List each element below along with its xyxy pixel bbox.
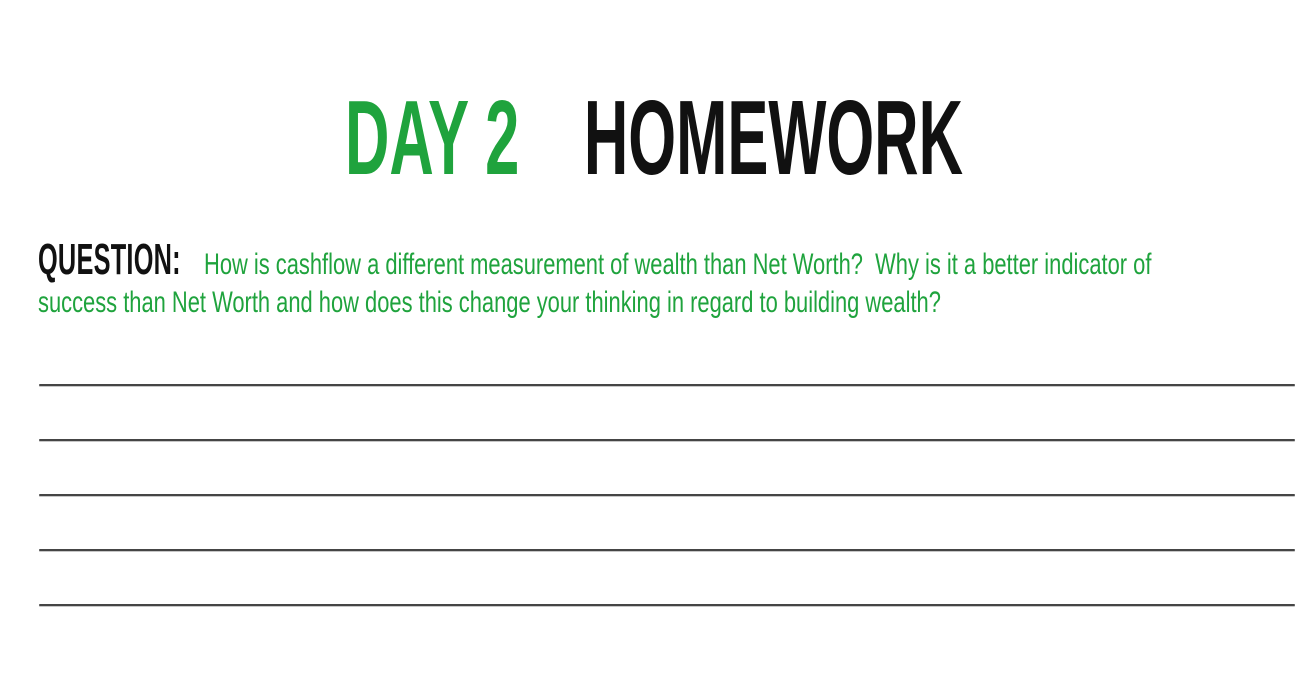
answer-line: [39, 494, 1295, 496]
page-title: [275, 79, 1034, 197]
title-day-label: DAY 2: [345, 79, 520, 197]
question-row-1: [38, 235, 1308, 285]
title-homework-label: HOMEWORK: [583, 79, 963, 197]
question-text-line1: How is cashflow a different measurement of wealth than Net Worth? Why is it a better indicator of: [204, 248, 1152, 281]
question-label: QUESTION:: [38, 235, 181, 284]
answer-lines: [39, 384, 1295, 659]
question-text-line2: success than Net Worth and how does this change your thinking in regard to building wealth?: [38, 286, 941, 319]
answer-line: [39, 604, 1295, 606]
answer-line: [39, 549, 1295, 551]
question-row-2: [38, 286, 1275, 320]
answer-line: [39, 384, 1295, 386]
answer-line: [39, 439, 1295, 441]
